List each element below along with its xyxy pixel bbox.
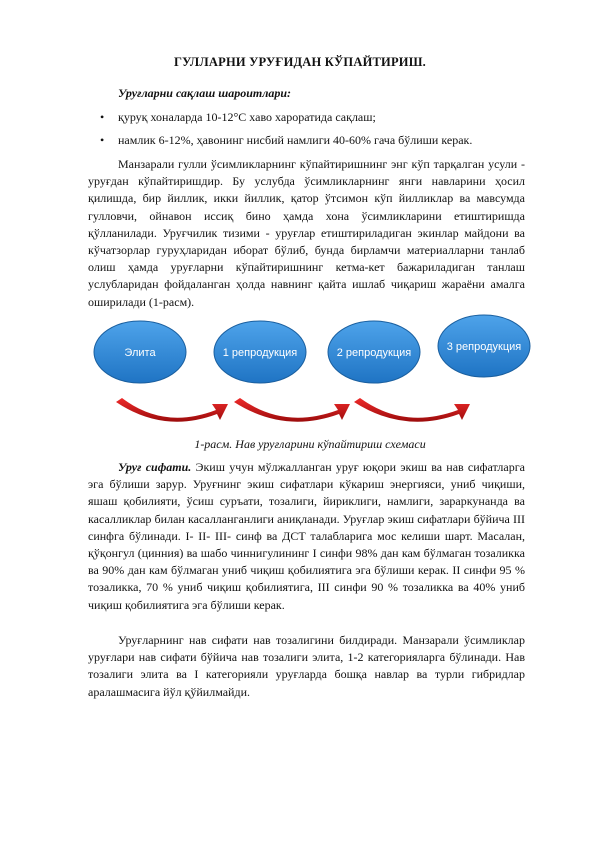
node-label: 3 репродукция [446,341,522,353]
reproduction-diagram [92,312,532,432]
seed-quality-paragraph [88,459,525,614]
node-label: 1 репродукция [222,347,298,359]
node-label: Элита [124,347,156,359]
seed-quality-lead: Уруғ сифати. [118,460,192,474]
bullet-icon: • [100,133,105,147]
bullet-text: қуруқ хоналарда 10-12°С хаво хароратида сақлаш; [118,110,376,124]
node-label: 2 репродукция [336,347,412,359]
arrow-3-icon [354,398,470,422]
bullet-icon: • [100,110,105,124]
arrow-1-icon [116,398,228,422]
bullet-item [100,110,376,125]
figure-caption: 1-расм. Нав уруғларини кўпайтириш схемаси [194,437,426,451]
arrow-2-icon [234,398,350,422]
page-title: ГУЛЛАРНИ УРУҒИДАН КЎПАЙТИРИШ. [174,55,426,69]
bullet-text: намлик 6-12%, ҳавонинг нисбий намлиги 40-60% гача бўлиши керак. [118,133,473,147]
seed-quality-text: Экиш учун мўлжалланган уруғ юқори экиш ва нав сифатларга эга бўлиши зарур. Уруғнинг экиш сифатлари кўкариш энергияси, униб чиқиши, яшаш қобилияти, ўсиш суръати, тозалиги, йириклиги, намлиги, зараркунанда ва касалликлар билан касалланганлиги аниқланади. Уруғлар экиш сифатлари бўйича III синфга бўлинади. I- II- III- синф ва ДСТ талабларига мос келиши шарт. Масалан, қўқонгул (цинния) ва шабо чиннигулининг I синфи 98% дан кам бўлмаган тозаликка ва 90% дан кам бўлмаган униб чиқиш қобилиятига эга бўлиши керак. II синфи 95 % тозаликка, 70 % униб чиқиш қобилиятига, III синфи 90 % тозаликка ва 40% униб чиқиш қобилиятига эга бўлиши керак. [88,460,525,612]
intro-paragraph: Манзарали гулли ўсимликларнинг кўпайтиришнинг энг кўп тарқалган усули - уруғдан кўпайтиришдир. Бу услубда ўсимликларнинг янги навларини ҳосил қилишда, бир йиллик, икки йиллик, қатор ўтсимон кўп йилликлар ва мавсумда гулловчи, ойнавон иссиқ бино ҳамда хона ўсимликларини етиштиришда қўлланилади. Уруғчилик тизими - уруғлар етиштириладиган экинлар майдони ва кўчатзорлар гуруҳларидан иборат бўлиб, бунда бирламчи материалларни танлаб олиш ҳамда уруғларни кўпайтиришнинг кетма-кет бажариладиган танлаш услубларидан фойдаланган ҳолда навнинг қайта ишлаб чиқариш жараёни амалга оширилади (1-расм). [88,157,525,309]
storage-heading: Уруғларни сақлаш шароитлари: [118,86,292,100]
bullet-item [100,133,472,148]
variety-quality-paragraph: Уруғларнинг нав сифати нав тозалигини билдиради. Манзарали ўсимликлар уруғлари нав сифати бўйича нав тозалиги элита, 1-2 категорияларга бўлинади. Нав тозалиги элита ва I категорияли уруғларда бошқа навлар ва турли гибридлар аралашмасига йўл қўйилмайди. [88,633,525,699]
